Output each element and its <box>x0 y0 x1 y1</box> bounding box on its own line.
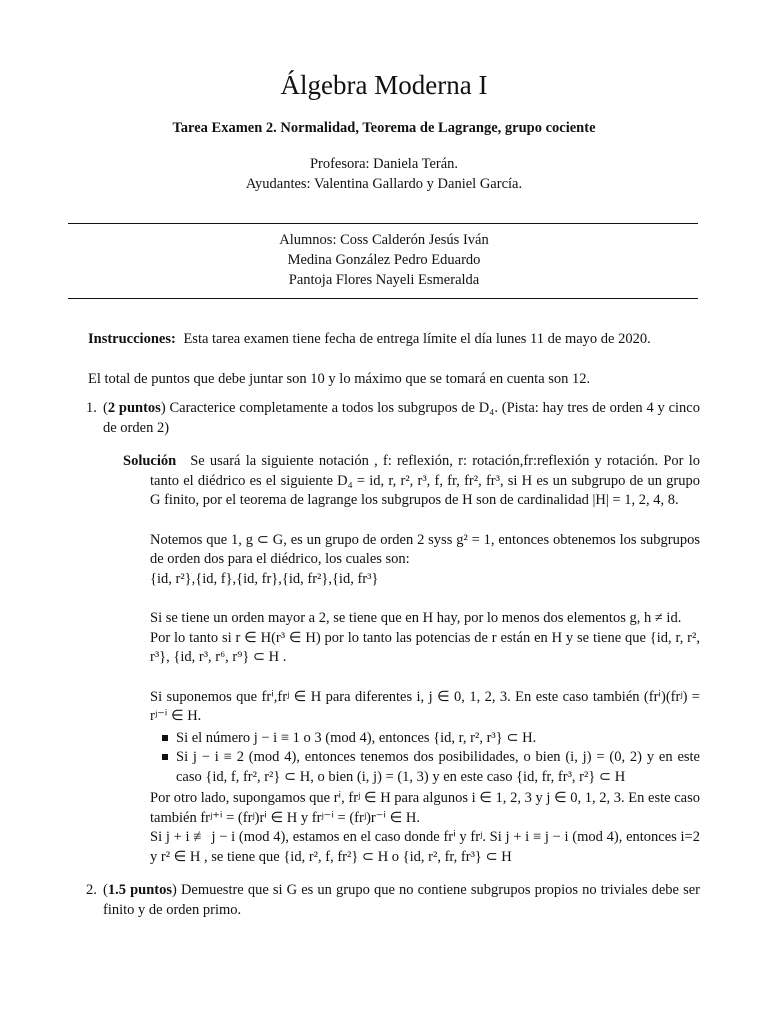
solution-paragraph: Si suponemos que frⁱ,frʲ ∈ H para diferentes i, j ∈ 0, 1, 2, 3. En este caso también (frⁱ)(frʲ) = rʲ⁻ⁱ ∈ H. <box>150 688 700 724</box>
solution-paragraph: Si se tiene un orden mayor a 2, se tiene que en H hay, por lo menos dos elementos g, h ≠ id. <box>150 610 682 626</box>
instructions-label: Instrucciones: <box>88 331 176 347</box>
list-item <box>150 729 700 749</box>
list-item-text: Si el número j − i ≡ 1 o 3 (mod 4), entonces {id, r, r², r³} ⊂ H. <box>176 729 537 746</box>
assistants-line: Ayudantes: Valentina Gallardo y Daniel García. <box>245 176 523 192</box>
solution-paragraph: Si j + i ≢ j − i (mod 4), estamos en el caso donde frⁱ y frʲ. Si j + i ≡ j − i (mod 4), entonces i=2 y r² ∈ H , se tiene que {id, r², f, fr²} ⊂ H o {id, r², fr, fr³} ⊂ H <box>150 829 700 865</box>
problem-statement: (2 puntos) Caracterice completamente a todos los subgrupos de D₄. (Pista: hay tres de orden 4 y cinco de orden 2) <box>103 400 700 436</box>
solution-paragraph <box>123 452 700 511</box>
bottom-divider <box>68 298 698 299</box>
order-two-subgroups: {id, r²},{id, f},{id, fr},{id, fr²},{id, fr³} <box>150 570 379 587</box>
document-title: Álgebra Moderna I <box>280 70 488 100</box>
problem-statement: (1.5 puntos) Demuestre que si G es un grupo que no contiene subgrupos propios no triviales debe ser finito y de orden primo. <box>103 882 700 918</box>
professor-line: Profesora: Daniela Terán. <box>309 156 459 172</box>
students-block <box>0 230 768 290</box>
problem-1 <box>88 399 700 867</box>
student-line: Medina González Pedro Eduardo <box>287 252 481 268</box>
problem-points: 1.5 puntos <box>107 882 172 898</box>
document-body <box>88 330 700 920</box>
document-subtitle: Tarea Examen 2. Normalidad, Teorema de Lagrange, grupo cociente <box>172 120 596 136</box>
instructions-text: Esta tarea examen tiene fecha de entrega límite el día lunes 11 de mayo de 2020. <box>183 331 651 347</box>
student-line: Alumnos: Coss Calderón Jesús Iván <box>279 232 489 248</box>
case-list <box>150 729 700 788</box>
solution-label: Solución <box>123 453 177 469</box>
solution-paragraph: Por otro lado, supongamos que rⁱ, frʲ ∈ H para algunos i ∈ 1, 2, 3 y j ∈ 0, 1, 2, 3. En este caso también frʲ⁺ⁱ = (frʲ)rⁱ ∈ H y frʲ⁻ⁱ = (frʲ)r⁻ⁱ ∈ H. <box>150 790 700 826</box>
student-line: Pantoja Flores Nayeli Esmeralda <box>288 272 480 288</box>
staff-block <box>0 154 768 194</box>
problem-points: 2 puntos <box>107 400 161 416</box>
problem-text: Caracterice completamente a todos los subgrupos de D₄. (Pista: hay tres de orden 4 y cinco de orden 2) <box>103 400 700 436</box>
problem-number: 1. <box>86 400 97 416</box>
solution-paragraph: Por lo tanto si r ∈ H(r³ ∈ H) por lo tanto las potencias de r están en H y se tiene que {id, r, r², r³}, {id, r³, r⁶, r⁹} ⊂ H . <box>150 629 700 665</box>
top-divider <box>68 223 698 224</box>
problem-number: 2. <box>86 882 97 898</box>
bullet-icon <box>162 735 168 741</box>
solution-text: Se usará la siguiente notación , f: reflexión, r: rotación,fr:reflexión y rotación. Por lo tanto el diédrico es el siguiente D₄ = id, r, r², r³, f, fr, fr², fr³, si H es un subgrupo de un grupo G finito, por el teorema de lagrange los subgrupos de H son de cardinalidad |H| = 1, 2, 4, 8. <box>150 453 700 508</box>
problem-2 <box>88 881 700 920</box>
solution-paragraph: Notemos que 1, g ⊂ G, es un grupo de orden 2 syss g² = 1, entonces obtenemos los subgrupos de orden dos para el diédrico, los cuales son: <box>150 531 700 567</box>
list-item <box>150 748 700 787</box>
solution <box>103 452 700 867</box>
points-note: El total de puntos que debe juntar son 10 y lo máximo que se tomará en cuenta son 12. <box>88 370 591 387</box>
instructions <box>88 330 700 350</box>
bullet-icon <box>162 754 168 760</box>
problem-text: Demuestre que si G es un grupo que no contiene subgrupos propios no triviales debe ser finito y de orden primo. <box>103 882 700 918</box>
list-item-text: Si j − i ≡ 2 (mod 4), entonces tenemos dos posibilidades, o bien (i, j) = (0, 2) y en este caso {id, f, fr², r²} ⊂ H, o bien (i, j) = (1, 3) y en este caso {id, fr, fr³, r²} ⊂ H <box>176 749 700 785</box>
